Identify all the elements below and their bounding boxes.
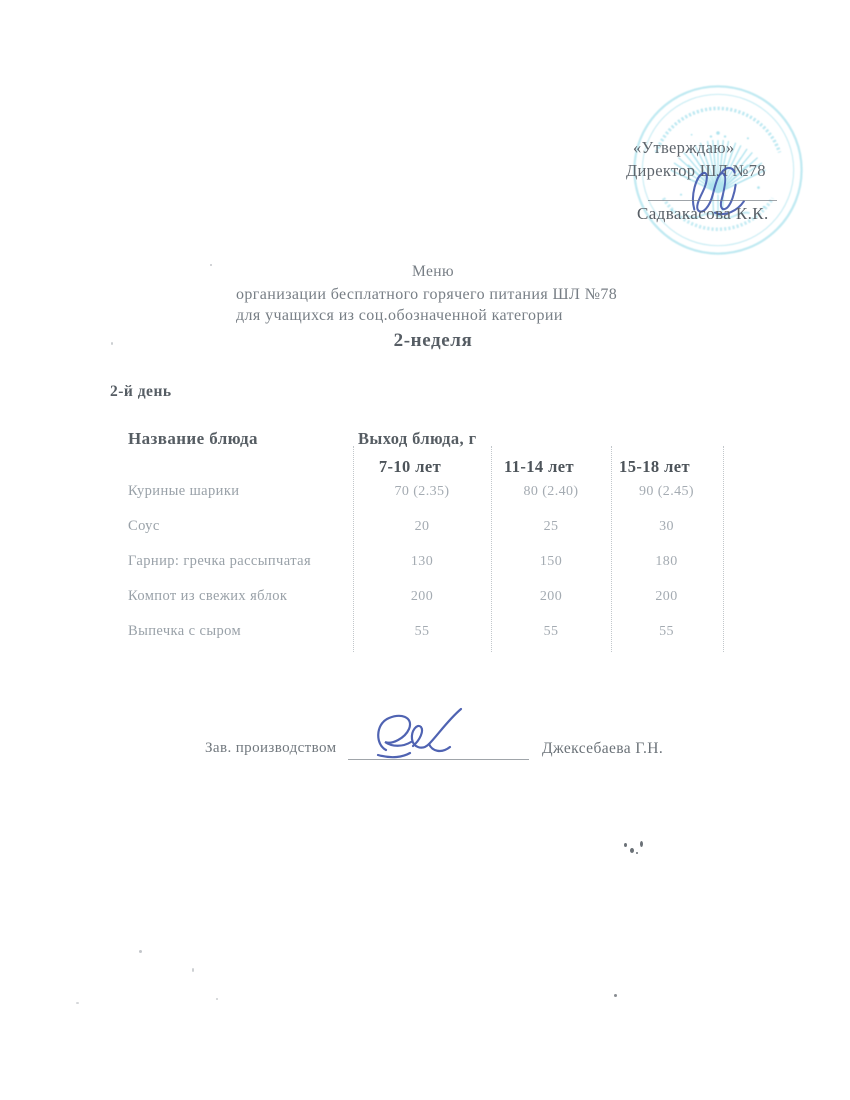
title-menu: Меню (412, 263, 454, 280)
age-group-2: 11-14 лет (504, 457, 574, 476)
title-line2: организации бесплатного горячего питания ШЛ №78 (236, 286, 618, 303)
table-row (120, 614, 730, 649)
title-line3: для учащихся из соц.обозначенной категории (236, 307, 563, 324)
dish-name: Выпечка с сыром (128, 623, 242, 639)
table-row (120, 579, 730, 614)
dish-name: Компот из свежих яблок (128, 588, 288, 604)
production-manager-signature (370, 706, 468, 762)
scan-speck (624, 843, 627, 847)
portion-7-10: 130 (410, 553, 434, 569)
scan-speck (216, 998, 218, 1000)
scan-speck (630, 848, 634, 853)
table-column-divider (723, 446, 724, 652)
scan-speck (192, 968, 194, 972)
dish-name: Куриные шарики (128, 483, 240, 499)
dish-name: Гарнир: гречка рассыпчатая (128, 553, 312, 569)
scan-speck (139, 950, 142, 953)
portion-15-18: 200 (655, 588, 678, 604)
portion-11-14: 55 (543, 623, 559, 639)
dish-name: Соус (128, 518, 160, 534)
table-row (120, 474, 730, 509)
portion-11-14: 150 (539, 553, 563, 569)
age-group-1: 7-10 лет (378, 457, 442, 476)
table-column-divider (353, 446, 354, 652)
production-manager-name: Джексебаева Г.Н. (542, 740, 664, 757)
table-column-divider (491, 446, 492, 652)
scan-speck (636, 852, 638, 854)
portion-11-14: 80 (2.40) (523, 483, 579, 499)
table-row (120, 509, 730, 544)
scan-speck (210, 264, 212, 266)
approve-name: Садвакасова К.К. (637, 204, 769, 223)
portion-11-14: 25 (543, 518, 559, 534)
age-group-3: 15-18 лет (619, 457, 690, 476)
scan-speck (614, 994, 617, 997)
column-header-output: Выход блюда, г (358, 429, 477, 448)
column-header-dish: Название блюда (128, 429, 258, 448)
table-row (120, 544, 730, 579)
scan-speck (76, 1002, 79, 1004)
production-manager-label: Зав. производством (205, 740, 337, 756)
scan-speck (640, 841, 643, 847)
portion-15-18: 90 (2.45) (639, 483, 694, 499)
portion-11-14: 200 (539, 588, 563, 604)
portion-7-10: 70 (2.35) (394, 483, 450, 499)
title-week: 2-неделя (393, 330, 473, 351)
portion-15-18: 55 (659, 623, 674, 639)
portion-7-10: 200 (410, 588, 434, 604)
portion-7-10: 55 (414, 623, 430, 639)
approve-role: Директор ШЛ №78 (626, 161, 766, 180)
director-signature-line (648, 200, 777, 201)
approve-quote: «Утверждаю» (633, 138, 735, 157)
portion-15-18: 30 (659, 518, 674, 534)
table-column-divider (611, 446, 612, 652)
day-label: 2-й день (110, 383, 172, 400)
scan-speck (111, 342, 113, 345)
portion-15-18: 180 (655, 553, 678, 569)
portion-7-10: 20 (414, 518, 430, 534)
title-block (236, 263, 630, 352)
